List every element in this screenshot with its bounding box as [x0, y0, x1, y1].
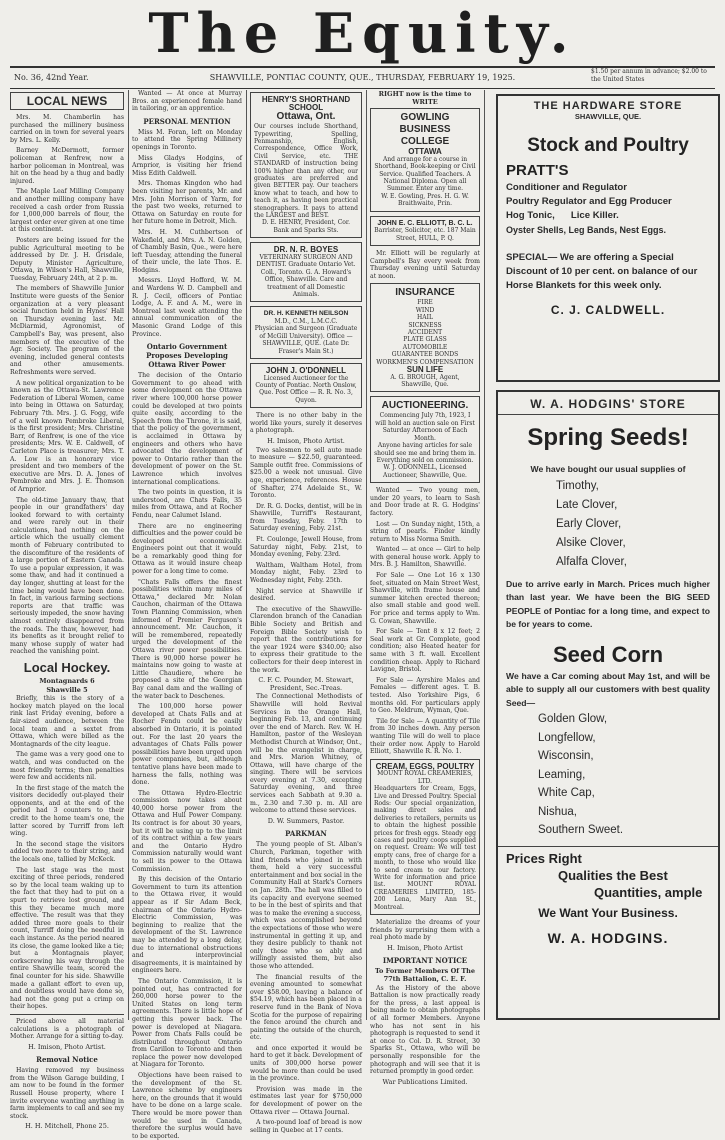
insurance-agent: A. G. BROUGH, Agent, Shawville, Que.: [390, 373, 460, 389]
hardware-store-place: SHAWVILLE, QUE.: [574, 112, 642, 121]
insurance-line: PLATE GLASS: [403, 336, 447, 344]
hockey-paragraph: In the second stage the visitors added two more to their string, and the locals one, tallied by McKeck.: [10, 840, 124, 864]
notice-paragraph: Two salesmen to sell auto made to measure — $22.50, guaranteed. Sample outfit free. Commissions of $25.00 a week not unusual. Give age, experience, references. House of Shafter, 274 Adelaide St., W. Toronto.: [250, 446, 362, 500]
notice-paragraph: There is no other baby in the world like yours, surely it deserves a photograph.: [250, 412, 362, 435]
news-item: A new political organization to be known as the Ottawa-St. Lawrence Federation of Liberal Women, came into being in Ottawa on Saturday, February 7th. Mrs. J. G. Fogg, wife of a well known Pembroke Liberal, is the first president; Mrs. Christine Barr, of Renfrew, is one of the vice presidents; Mrs. W. E. Caldwell, of Carleton Place is treasurer; Mrs. T. A. Low is an honorary vice president and two members of the executive are Mrs. D. A. Jones of Pembroke and Mrs. J. E. Thomson of Arnprior.: [10, 379, 124, 493]
classified-item: Tile for Sale — A quantity of Tile from 30 inches down. Any person wanting Tile will do well to place their order now. Apply to Harold Elliott, Shawville R. R. No. 1.: [370, 717, 480, 756]
subscription-price: $1.50 per annum in advance; $2.00 to the United States: [591, 68, 707, 83]
personal-item: Miss Gladys Hodgins, of Arnprior, is visiting her friend Miss Edith Caldwell.: [132, 154, 242, 177]
spring-seeds-heading: Spring Seeds!: [527, 424, 689, 451]
pratts-product: Hog Tonic, Lice Killer.: [506, 210, 619, 221]
henrys-school-signature: D. E. HENRY, President, Cor. Bank and Sparks Sts.: [261, 219, 351, 234]
hockey-paragraph: The game was a very good one to watch, and was conducted on the most friendly terms; then penalties were few and accidents nil.: [10, 751, 124, 782]
notice-paragraph: Dr. R. G. Docks, dentist, will be in Shawville, Turriff's Restaurant, from Tuesday, Feby. 17th to Saturday evening, Feby. 21st.: [250, 502, 362, 533]
hockey-score-home: Shawville 5: [46, 685, 88, 694]
masthead-title: The Equity.: [148, 1, 577, 65]
personal-item: Mrs. H. M. Cuthbertson of Wakefield, and Mrs. A. N. Golden, of Chambly Basin, Que., were here left Tuesday, attending the funeral of their uncle, the late Thos. E. Hodgins.: [132, 228, 242, 274]
divider: [498, 414, 718, 415]
pratts-product: Oyster Shells, Leg Bands, Nest Eggs.: [506, 225, 667, 235]
pratts-product: Conditioner and Regulator: [506, 182, 627, 193]
wanted-notice: Wanted — At once at Murray Bros. an experienced female hand in tailoring, or an apprentice.: [132, 90, 242, 113]
ontario-paragraph: "Chats Falls offers the finest possibilities within many miles of Ottawa," declared Mr. Nolan Cauchon, chairman of the Ottawa Town Planning Commission, when informed of Premier Ferguson's announcement. Mr. Cauchon, it will be remembered, repeatedly urged the development of the Ottawa river power possibilities. There is 90,000 horse power he maintains now going to waste at Little Chaudiere, where he proposed a site of the Georgian Bay canal dam and the walling of the water back to Deschenes.: [132, 578, 242, 700]
corn-item: Leaming,: [538, 768, 586, 781]
pratts-product: Poultry Regulator and Egg Producer: [506, 196, 672, 207]
notice-paragraph: The executive of the Shawville-Clarendon branch of the Canadian Bible Society and British and Foreign Bible Society wish to report that the contributions for the year 1924 were $340.00; also to express their gratitude to the collectors for their deep interest in the work.: [250, 605, 362, 674]
notice-signature: C. F. C. Pounder, M. Stewart, President, Sec.-Treas.: [258, 676, 354, 692]
corn-item: Wisconsin,: [538, 750, 594, 762]
divider: [10, 1014, 124, 1015]
cream-body: Headquarters for Cream, Eggs, Live and Dressed Poultry. Special Rods: Our special organization, making direct sales and deliveries to retailers, permits us to obtain the highest possible prices for fresh eggs. Steady egg cases and poultry coops supplied on request. Cream: We will test empty cans, free of charge for a month, to those who would like to send cream to our factory. Write for information and price list. MOUNT ROYAL CREAMERIES LIMITED, 185-200 Lena, Mary Ann St., Montreal.: [374, 785, 476, 911]
news-item: The old-time January thaw, that people in our grandfathers' day looked forward to with certainty and were rarely out in their calculations, had nothing on the article which the usually clement month of February contributed to the discomfiture of the residents of a large portion of Eastern Canada. To use a popular expression, it was some thaw, and had it continued a day longer, shutting at least for the time being would have been done. In fact, in various farming sections reports are that traffic was seriously impeded, the snow having almost entirely disappeared from the roads. The thaw, however, had its benefits as it brought relief to many whose supply of water had reached the vanishing point.: [10, 496, 124, 656]
elliott-title: JOHN E. C. ELLIOTT, B. C. L.: [377, 219, 473, 227]
corn-item: Southern Sweet.: [538, 824, 624, 836]
seed-item: Alfalfa Clover,: [556, 555, 627, 568]
insurance-title: INSURANCE: [395, 287, 455, 299]
write-now-line: RIGHT now is the time to WRITE: [378, 90, 472, 106]
henrys-school-body: Our courses include Shorthand, Typewriting, Spelling, Penmanship, English, Correspondence, Office Work, Civil Service, etc. THE STANDARD of instruction being 100% higher than any other, our graduates are preferred and given BETTER pay. Our teachers know what to teach, and how to teach it, as having been practical stenographers. It pays to attend the LARGEST and BEST.: [254, 123, 358, 220]
parkman-paragraph: Provision was made in the estimates last year for $750,000 for development of power on the Ottawa river — Ottawa Journal.: [250, 1085, 362, 1116]
auctioneering-ad: [370, 396, 480, 483]
insurance-line: HAIL: [417, 314, 433, 322]
gowling-college-signature: W. E. Gowling, Pres. H. G. W. Braithwaite, Prin.: [381, 192, 469, 208]
dr-boyes-ad: [250, 242, 362, 302]
column-ads-notices: [250, 90, 362, 1134]
stock-poultry-heading: Stock and Poultry: [527, 135, 689, 156]
parkman-paragraph: A two-pound loaf of bread is now selling in Quebec at 17 cents.: [250, 1119, 362, 1134]
parkman-paragraph: The young people of St. Alban's Church, Parkman, together with kind friends who joined in with them, held a very successful entertainment and box social in the Community Hall at Stark's Corners on Jan. 28th. The hall was filled to its capacity and everyone seemed to be in the best of spirits and that was to make the evening a success, which was accomplished beyond the expectations of those who were instrumental in getting it up, and they desire publicly to thank not only those who so ably and willingly assisted them, but also those who attended.: [250, 841, 362, 970]
hodgins-store-title: W. A. HODGINS' STORE: [530, 397, 686, 411]
notice-signature: H. Imison, Photo Artist.: [267, 436, 345, 445]
photo-note-signature: H. Imison, Photo Artist: [387, 943, 463, 952]
important-notice-heading: IMPORTANT NOTICE: [382, 956, 468, 966]
ontario-paragraph: The decision of the Ontario Government to go ahead with some development on the Ottawa river where 100,000 horse power could be developed at two points quite easily, according to the Speech from the Throne, it is said, that the policy of the government, is acclaimed in Ottawa by engineers and others who have advocated the development of power to Ontario rather than the development of power on the St. Lawrence which involves international complications.: [132, 372, 242, 486]
seed-item: Timothy,: [556, 479, 599, 492]
prices-right: Prices Right: [506, 850, 582, 866]
classified-item: Lost — On Sunday night, 15th, a string of pearls. Finder kindly return to Miss Norma Smith.: [370, 520, 480, 543]
hockey-paragraph: The last stage was the most exciting of three periods, rendered so by the local team waking up to the fact that they had to put on a spurt to retrieve lost ground, and this they became much more effective. The result was that they added three more goals to their count, Turriff doing the needful in each instance. As the period neared its close, the game looked like a tie; but a Montagnais player, corkscrewing his way through the entire Shawville team, scored the final counter for his side. Shawville made a gallant effort to even up, and doubtless would have done so, had not the gong put a crimp on their hopes.: [10, 866, 124, 1011]
important-notice-signature: War Publications Limited.: [382, 1077, 468, 1086]
classified-item: Wanted — Two young men, under 20 years, to learn to Sash and Door trade at R. G. Hodgins' factory.: [370, 487, 480, 517]
classified-item: For Sale — Ayrshire Males and Females — different ages. T. B. tested. Also Yorkshire Pigs, 6 months old. For particulars apply to Geo. Meldrum, Wyman, Que.: [370, 676, 480, 715]
photo-note: Materialize the dreams of your friends by surprising them with a real photo made by: [370, 919, 480, 942]
notice-signature: D. W. Summers, Pastor.: [267, 816, 345, 825]
insurance-line: WORKMEN'S COMPENSATION: [376, 358, 474, 366]
insurance-line: ACCIDENT: [407, 329, 443, 337]
auctioneering-signature: W. J. ODONNELL, Licensed Auctioneer, Shawville, Que.: [383, 464, 467, 479]
column-personal: [132, 90, 242, 1140]
news-item: The Maple Leaf Milling Company and another milling company have received a cash order from Russia for 1,000,000 barrels of flour, the largest order ever given at one time at this continent.: [10, 188, 124, 234]
ontario-paragraph: The Ottawa Hydro-Electric commission now takes about 40,000 horse power from the Ottawa and Hull Power Company. Its contract is for about 30 years, but it will be using up to the limit of its contract within a few years and the Ontario Hydro Commission naturally would want to sell its power to the Ottawa Commission.: [132, 789, 242, 873]
ontario-paragraph: Objections have been raised to the development of the St. Lawrence scheme by engineers here, on the grounds that it would have to be done on a large scale. There would be more power than would be used in Canada, therefore the surplus would have to be exported.: [132, 1072, 242, 1140]
insurance-line: SICKNESS: [408, 321, 442, 329]
column-rule: [484, 90, 485, 1020]
cream-eggs-poultry-ad: [370, 759, 480, 915]
henrys-school-ad: [250, 92, 362, 238]
ontario-paragraph: The Ontario Commission, it is pointed out, has contracted for 260,000 horse power to the United States on long term agreements. There is little hope of getting this power back. The power is developed at Niagara. Power from Chats Falls could be distributed throughout Ontario from Carillon to Toronto and then replace the power now developed at Niagara for Toronto.: [132, 977, 242, 1069]
insurance-company: SUN LIFE: [406, 365, 444, 375]
qualities-best: Qualities the Best: [558, 867, 668, 883]
corn-item: White Cap,: [538, 787, 595, 799]
parkman-heading: PARKMAN: [285, 829, 327, 839]
special-text: — We are offering a Special Discount of 10 per cent. on balance of our Horse Blankets for this week only.: [506, 252, 698, 291]
personal-item: Messrs. Lloyd Hofford, W. M. and Wardens W. D. Campbell and R. J. Cecil, officers of Pontiac Lodge, A. F. and A. M., were in Montreal last week attending the annual communication of the Masonic Grand Lodge of this Province.: [132, 277, 242, 338]
column-rule: [366, 90, 367, 1020]
seed-corn-heading: Seed Corn: [552, 641, 664, 667]
hockey-paragraph: In the first stage of the match the visitors decidedly out-played their opponents, and at the end of the period had 3 counters to their credit to the home team's one, the latter scored by Turriff from left wing.: [10, 784, 124, 838]
removal-notice-signature: H. H. Mitchell, Phone 25.: [25, 1122, 109, 1131]
ontario-paragraph: The two points in question, it is understood, are Chats Falls, 35 miles from Ottawa, and at Rocher Fendu, near Calumet Island.: [132, 489, 242, 519]
seed-item: Late Clover,: [556, 498, 618, 511]
important-notice-sub: To Former Members Of The 77th Battalion, C. E. F.: [374, 967, 476, 983]
elliott-note: Mr. Elliott will be regularly at Campbell's Bay every week from Thursday evening until Saturday at noon.: [370, 250, 480, 280]
dateline: [10, 66, 715, 89]
corn-item: Golden Glow,: [538, 713, 608, 725]
dr-neilson-title: DR. H. KENNETH NEILSON: [263, 310, 349, 318]
classified-item: For Sale — Tent 8 x 12 feet; 2 Seal work at Gr. Complete, good condition; also Heated heater for same with 3 ft. wall. Excellent condition cheap. Apply to Richard Lavigne, Bristol.: [370, 628, 480, 674]
removal-notice: Having removed my business from the Wilson Garage building, I am now to be found in the former Russell House property, where I invite everyone wanting anything in farm implements to call and see my stock.: [10, 1067, 124, 1120]
column-local-news: [10, 90, 124, 1131]
elliott-lawyer-ad: [370, 216, 480, 246]
insurance-line: WIND: [415, 306, 435, 314]
local-news-heading: LOCAL NEWS: [26, 94, 108, 108]
insurance-line: GUARANTEE BONDS: [391, 351, 459, 359]
notice-paragraph: The Connectional Methodists of Shawville will hold Revival Services in the Orange Hall, beginning Feb. 13, and continuing over the end of March. Rev. W. H. Hamilton, pastor of the Wesleyan Methodist Church at Windsor, Ont., will be the evangelist in charge, and Mrs. Marion Whitney, of Ottawa, will have charge of the singing. There will be services every evening at 7.30, excepting Saturday evening, and three services each Sabbath at 9.30 a. m., 2.30 and 7.30 p. m. All are welcome to attend these services.: [250, 693, 362, 815]
auctioneering-title: AUCTIONEERING.: [381, 400, 469, 412]
local-news-heading-box: [10, 92, 124, 110]
seed-corn-intro: We have a Car coming about May 1st, and will be able to supply all our customers with best quality Seed—: [506, 670, 710, 708]
notice-paragraph: Night service at Shawville if desired.: [250, 587, 362, 603]
parkman-paragraph: and once exported it would be hard to get it back. Development of units of 300,000 horse power would be more than could be used in the province.: [250, 1044, 362, 1083]
dr-neilson-ad: [250, 306, 362, 359]
odonnell-title: JOHN J. O'DONNELL: [265, 365, 347, 375]
column-rule: [128, 90, 129, 1020]
news-item: Barney McDermott, former policeman at Renfrew, now a harbor policeman in Montreal, was hit on the head by a thug and badly injured.: [10, 147, 124, 185]
caldwell-signature: C. J. CALDWELL.: [550, 303, 666, 317]
special-offer: [498, 251, 718, 293]
ontario-paragraph: There are no engineering difficulties and the power could be developed economically. Engineers point out that it would be a remarkably good thing for Ottawa as it would insure cheap power for a long time to come.: [132, 522, 242, 576]
cream-sub: MOUNT ROYAL CREAMERIES, LTD.: [377, 770, 473, 785]
gowling-college-ad: [370, 108, 480, 211]
news-item: Posters are being issued for the public Agricultural meeting to be addressed by Dr. J. H. Grisdale, Deputy Minister Agriculture, Ottawa, in Wilson's Hall, Shawville, Tuesday, February 24th, at 2 p. m.: [10, 236, 124, 282]
cream-title: CREAM, EGGS, POULTRY: [375, 761, 475, 771]
classified-item: Wanted — at once — Girl to help with general house work. Apply to Mrs. B. J. Hamilton, Shawville.: [370, 546, 480, 569]
place-date: SHAWVILLE, PONTIAC COUNTY, QUE., THURSDAY, FEBRUARY 19, 1925.: [209, 73, 516, 82]
dr-boyes-title: DR. N. R. BOYES: [273, 245, 339, 255]
ontario-paragraph: By this decision of the Ontario Government to turn its attention to the Ottawa river, it would appear as if Sir Adam Beck, chairman of the Ontario Hydro-Electric Commission, was beginning to realize that the development of the St. Lawrence may be attended by a long delay, due to international obstructions and interprovincial disagreements, it is maintained by engineers here.: [132, 876, 242, 975]
seed-item: Early Clover,: [556, 517, 622, 530]
divider: [498, 846, 718, 847]
seeds-arrival-note: Due to arrive early in March. Prices much higher than last year. We have been the BIG SEED PEOPLE of Pontiac for a long time, and expect to be for years to come.: [506, 578, 710, 629]
column-rule: [246, 90, 247, 1020]
special-label: SPECIAL: [506, 252, 548, 263]
personal-mention-heading: PERSONAL MENTION: [143, 116, 231, 126]
dr-neilson-sub: M.D., C.M., L.M.C.C.: [274, 317, 338, 325]
insurance-line: AUTOMOBILE: [402, 343, 448, 351]
odonnell-ad: [250, 363, 362, 408]
removal-notice-heading: Removal Notice: [36, 1055, 98, 1065]
ontario-paragraph: The 100,000 horse power developed at Chats Falls and at Rocher Fendu could be easily absorbed in Ontario, it is pointed out. For the last 20 years the advantages of Chats Falls power possibilities have been urged upon power companies, but, although tentative plans have been made to harness the falls, nothing was done.: [132, 703, 242, 787]
classified-item: For Sale — One Lot 16 x 130 feet, situated on Main Street West, Shawville, with frame house and summer kitchen erected thereon; also small stable and good well. For price and terms apply to Wm. G. Cowan, Shawville.: [370, 572, 480, 625]
gowling-college-title: GOWLING BUSINESS COLLEGE: [399, 112, 451, 148]
henrys-school-title: HENRY'S SHORTHAND SCHOOL: [261, 95, 351, 112]
corn-item: Longfellow,: [538, 731, 596, 744]
gowling-college-body: And arrange for a course in Shorthand, Book-keeping or Civil Service. Qualified Teachers. A National Diploma. Open all Summer. Enter any time.: [374, 155, 476, 193]
notice-paragraph: Waltham, Waltham Hotel, from Monday night, Feby. 23rd to Wednesday night, Feby. 25th.: [250, 561, 362, 585]
news-item: The members of Shawville Junior Institute were guests of the Senior organization at a very pleasant social function held in Hynes' Hall on Thursday evening last. Mr. McDiarmid, Agronomist, of Campbell's Bay, was present, also members of the executive of the Agr. Society. The program of the evening, included general contests and other amusements. Refreshments were served.: [10, 285, 124, 376]
hardware-store-title: THE HARDWARE STORE: [533, 100, 683, 112]
masthead: [0, 0, 725, 68]
dr-neilson-body: Physician and Surgeon (Graduate of McGill University). Office — SHAWVILLE, QUE. (Late Dr. Fraser's Main St.): [254, 325, 358, 355]
odonnell-body: Licensed Auctioneer for the County of Pontiac. North Onslow, Que. Post Office — R. R. No. 3, Quyon.: [255, 374, 357, 404]
henrys-school-city: Ottawa, Ont.: [276, 111, 336, 123]
news-item: Mrs. M. Chamberlin has purchased the millinery business carried on in town for several years by Mrs. L. Kelly.: [10, 114, 124, 144]
insurance-ad: [370, 283, 480, 392]
column-business: [370, 90, 480, 1086]
notice-paragraph: Ft. Coulonge, Jewell House, from Saturday night, Feby. 21st, to Monday evening, Feby. 23rd.: [250, 536, 362, 559]
seeds-intro: We have bought our usual supplies of: [530, 464, 686, 474]
hockey-score-visitors: Montagnards 6: [39, 676, 95, 685]
dr-boyes-body: VETERINARY SURGEON AND DENTIST. Graduate Ontario Vet. Coll., Toronto. G. A. Howard's Office, Shawville. Care and treatment of all Domestic Animals.: [256, 253, 356, 298]
issue-number: No. 36, 42nd Year.: [14, 73, 89, 82]
personal-item: Mrs. Thomas Kingdon who had been visiting her parents, Mr. and Mrs. John Morrison of Yarm, for the past two weeks, returned to Ottawa on Saturday en route for her future home in Detroit, Mich.: [132, 180, 242, 226]
auctioneering-body: Commencing July 7th, 1923, I will hold an auction sale on First Saturday Afternoon of Each Month.: [375, 412, 475, 442]
auctioneering-note: Anyone having articles for sale should see me and bring them in. Everything sold on commission.: [374, 442, 476, 464]
important-notice-body: As the History of the above Battalion is now practically ready for the press, a last appeal is being made to obtain photographs of all former Members. Anyone who has not sent in his photograph is requested to send it at once to Col. D. R. Street, 30 Sparks St., Ottawa, who will be personally responsible for the photograph and will see that it is returned promptly in good order.: [370, 984, 480, 1076]
hodgins-signature: W. A. HODGINS.: [547, 929, 669, 946]
quantities-ample: Quantities, ample: [594, 884, 703, 900]
hodgins-store-ad: [496, 390, 720, 1020]
seed-item: Alsike Clover,: [556, 536, 626, 549]
hockey-paragraph: Briefly, this is the story of a hockey match played on the local rink last Friday evening, before a fair-sized audience, between the local team and a sextet from Ottawa, which were billed as the Montagnards of the city league.: [10, 695, 124, 748]
gowling-college-city: OTTAWA: [408, 147, 442, 157]
hardware-store-ad: [496, 94, 720, 382]
pratts-brand: PRATT'S: [506, 162, 569, 179]
ontario-heading: Ontario Government Proposes Developing Ottawa River Power: [146, 342, 228, 370]
photo-notice-signature: H. Imison, Photo Artist.: [28, 1042, 106, 1051]
personal-item: Miss M. Foran, left on Monday to attend the Spring Millinery openings in Toronto.: [132, 128, 242, 151]
corn-item: Nishua,: [538, 805, 577, 818]
want-your-business: We Want Your Business.: [538, 905, 678, 920]
insurance-line: FIRE: [417, 299, 433, 307]
photo-notice: Priced above all material calculations is a photograph of Mother. Arrange for a sitting to-day.: [10, 1017, 124, 1041]
parkman-paragraph: The financial results of the evening amounted to somewhat over $58.00, leaving a balance of $54.19, which has been placed in a reserve fund in the Bank of Nova Scotia for the purpose of repairing the fence around the church and painting the outside of the church, etc.: [250, 973, 362, 1042]
hockey-heading: Local Hockey.: [23, 659, 111, 675]
elliott-body: Barrister, Solicitor, etc. 187 Main Street, HULL, P. Q.: [374, 227, 476, 242]
